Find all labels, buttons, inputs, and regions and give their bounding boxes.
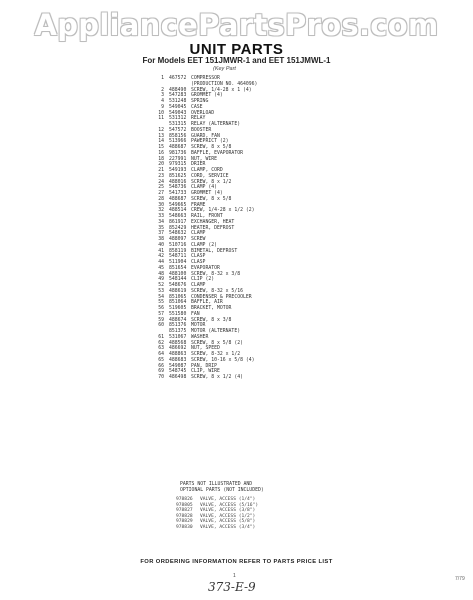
part-number: 488097 bbox=[169, 237, 187, 242]
part-description: SCREW, 8 x 5/8 bbox=[191, 196, 232, 202]
part-key: 52 bbox=[158, 283, 164, 288]
parts-list bbox=[150, 76, 380, 381]
part-description: SCREW, 8 x 3/8 bbox=[191, 317, 232, 323]
part-description: EXCHANGER, HEAT bbox=[191, 219, 235, 225]
part-description: MOTOR bbox=[191, 323, 206, 329]
part-key: 35 bbox=[158, 225, 164, 231]
models-subtitle: For Models EET 151JMWR-1 and EET 151JMWL-1 bbox=[142, 56, 331, 65]
part-description: BAFFLE, EVAPORATOR bbox=[191, 150, 243, 156]
part-description: BAFFLE, AIR bbox=[191, 300, 223, 306]
part-description: CASE bbox=[191, 104, 203, 110]
part-description: RAIL, FRONT bbox=[191, 214, 223, 219]
part-number: 488016 bbox=[169, 179, 187, 185]
part-number: 549193 bbox=[169, 168, 187, 173]
part-number: 548711 bbox=[169, 254, 187, 260]
part-key: 65 bbox=[158, 357, 164, 363]
part-description: CLAMP bbox=[191, 231, 206, 237]
valves-list bbox=[176, 497, 258, 531]
part-key: 41 bbox=[158, 248, 164, 254]
part-description: VALVE, ACCESS (5/16") bbox=[200, 502, 259, 508]
part-number: 548676 bbox=[169, 283, 187, 288]
ordering-footer: FOR ORDERING INFORMATION REFER TO PARTS PRICE LIST bbox=[140, 559, 333, 565]
part-description: COMPRESSOR bbox=[191, 76, 220, 81]
part-number: 227991 bbox=[169, 156, 187, 162]
part-number: 531067 bbox=[169, 334, 187, 340]
part-description: CLAMP (2) bbox=[191, 242, 217, 248]
part-description: CLAMP (4) bbox=[191, 185, 217, 191]
part-number: 488100 bbox=[169, 271, 187, 277]
part-number: 488687 bbox=[169, 145, 187, 150]
part-description: CONDENSER & PRECOOLER bbox=[191, 294, 252, 300]
part-description: SPRING bbox=[191, 99, 209, 104]
part-number: 978827 bbox=[176, 508, 193, 514]
part-description: RELAY (ALTERNATE) bbox=[191, 122, 241, 127]
part-number: 531312 bbox=[169, 116, 187, 122]
part-key: 49 bbox=[158, 277, 164, 283]
part-number: 851625 bbox=[169, 173, 187, 179]
part-number: 979315 bbox=[169, 162, 187, 168]
part-description: SCREW, 8-32 x 1/2 bbox=[191, 352, 241, 357]
part-key: 61 bbox=[158, 334, 164, 340]
part-key: 24 bbox=[158, 179, 164, 185]
part-key: 53 bbox=[158, 288, 164, 294]
part-description: EVAPORATOR bbox=[191, 265, 220, 271]
part-number: 549043 bbox=[169, 110, 187, 116]
part-key: 27 bbox=[158, 191, 164, 196]
part-key: 42 bbox=[158, 254, 164, 260]
part-number: 548663 bbox=[169, 214, 187, 219]
part-number: 851064 bbox=[169, 300, 187, 306]
part-key: 21 bbox=[158, 168, 164, 173]
part-description: SCREW, 8 x 1/2 (4) bbox=[191, 375, 243, 380]
watermark: AppliancePartsPros.com bbox=[34, 8, 439, 42]
part-number: 858119 bbox=[169, 248, 187, 254]
part-number: 531315 bbox=[169, 122, 187, 127]
part-number: 851376 bbox=[169, 323, 187, 329]
part-description: CLAMP bbox=[191, 283, 206, 288]
page-number: 1 bbox=[233, 573, 236, 579]
part-description: FAN bbox=[191, 311, 200, 317]
part-number: 978805 bbox=[176, 502, 193, 508]
part-key: 56 bbox=[158, 306, 164, 311]
part-number: 488490 bbox=[169, 87, 187, 93]
part-number: 852429 bbox=[169, 225, 187, 231]
part-description: SCREW, 8 x 5/8 bbox=[191, 145, 232, 150]
part-number: 978829 bbox=[176, 519, 193, 525]
part-number: 549045 bbox=[169, 104, 187, 110]
part-description: FRAME bbox=[191, 202, 206, 208]
part-number: 531248 bbox=[169, 99, 187, 104]
part-description: GUARD, FAN bbox=[191, 133, 220, 139]
note-line: OPTIONAL PARTS (NOT INCLUDED) bbox=[180, 487, 264, 493]
part-key: 16 bbox=[158, 150, 164, 156]
part-description: VALVE, ACCESS (1/4") bbox=[200, 497, 256, 502]
part-number: 548736 bbox=[169, 185, 187, 191]
part-number: 488514 bbox=[169, 208, 187, 214]
page-title: UNIT PARTS bbox=[189, 41, 284, 58]
part-number: 513966 bbox=[169, 139, 187, 145]
part-number: 511904 bbox=[169, 260, 187, 265]
parts-row bbox=[176, 525, 258, 531]
part-number: 488863 bbox=[169, 352, 187, 357]
part-key: 11 bbox=[158, 116, 164, 122]
part-description: WASHER bbox=[191, 334, 209, 340]
part-key: 15 bbox=[158, 145, 164, 150]
part-key: 34 bbox=[158, 219, 164, 225]
part-key: 55 bbox=[158, 300, 164, 306]
part-number: 978830 bbox=[176, 524, 193, 530]
part-number: 486498 bbox=[169, 375, 187, 380]
part-number: 858156 bbox=[169, 133, 187, 139]
part-number: 549665 bbox=[169, 202, 187, 208]
part-number: 861917 bbox=[169, 219, 187, 225]
part-description: GROMMET (4) bbox=[191, 93, 223, 99]
part-number: 488674 bbox=[169, 317, 187, 323]
part-key: 66 bbox=[158, 363, 164, 369]
part-description: CLASP bbox=[191, 254, 206, 260]
part-key: 69 bbox=[158, 369, 164, 375]
part-key: 10 bbox=[158, 110, 164, 116]
part-description: CLIP (2) bbox=[191, 277, 215, 283]
part-description: BRACKET, MOTOR bbox=[191, 306, 232, 311]
part-key: 20 bbox=[158, 162, 164, 168]
part-number: 467572 bbox=[169, 76, 187, 81]
part-description: VALVE, ACCESS (3/8") bbox=[200, 508, 256, 514]
part-key: 40 bbox=[158, 242, 164, 248]
part-description: PAWEPRICT (2) bbox=[191, 139, 229, 145]
parts-row bbox=[150, 375, 380, 381]
part-key: 1 bbox=[161, 76, 164, 81]
part-key: 70 bbox=[158, 375, 164, 380]
part-description: CLAMP, CORD bbox=[191, 168, 223, 173]
part-key: 37 bbox=[158, 231, 164, 237]
part-description: CLIP, WIRE bbox=[191, 369, 220, 375]
part-number: 851375 bbox=[169, 329, 187, 334]
part-number: 488619 bbox=[169, 288, 187, 294]
part-key: 38 bbox=[158, 237, 164, 242]
part-description: VALVE, ACCESS (1/2") bbox=[200, 513, 256, 519]
part-description: RELAY bbox=[191, 116, 206, 122]
part-key: 13 bbox=[158, 133, 164, 139]
part-number: 488568 bbox=[169, 340, 187, 346]
column-key-label: (Key Part bbox=[213, 66, 236, 72]
part-key: 48 bbox=[158, 271, 164, 277]
note-line: PARTS NOT ILLUSTRATED AND bbox=[180, 482, 253, 487]
part-number: 548632 bbox=[169, 231, 187, 237]
part-number: 551580 bbox=[169, 311, 187, 317]
part-key: 3 bbox=[161, 93, 164, 99]
part-key: 23 bbox=[158, 173, 164, 179]
part-description: CORD, SERVICE bbox=[191, 173, 229, 179]
part-number: 851065 bbox=[169, 294, 187, 300]
corner-mark: 7/79 bbox=[455, 576, 465, 582]
part-key: 62 bbox=[158, 340, 164, 346]
part-number: 541733 bbox=[169, 191, 187, 196]
part-description: BOOSTER bbox=[191, 127, 212, 133]
part-number: 547572 bbox=[169, 127, 187, 133]
part-description: NUT, SPEED bbox=[191, 346, 220, 352]
part-description: OVERLOAD bbox=[191, 110, 215, 116]
part-key: 64 bbox=[158, 352, 164, 357]
part-description: NUT, WIRE bbox=[191, 156, 217, 162]
part-key: 4 bbox=[161, 99, 164, 104]
part-description: SCREW, 8-32 x 3/8 bbox=[191, 271, 241, 277]
part-description: SCREW, 8 x 1/2 bbox=[191, 179, 232, 185]
part-key: 28 bbox=[158, 196, 164, 202]
part-description: MOTOR (ALTERNATE) bbox=[191, 329, 241, 334]
part-key: 14 bbox=[158, 139, 164, 145]
part-description: (PRODUCTION NO. 464096) bbox=[191, 81, 258, 87]
part-description: SCREW, 10-16 x 5/8 (4) bbox=[191, 357, 255, 363]
part-key: 60 bbox=[158, 323, 164, 329]
part-number: 978826 bbox=[176, 497, 193, 502]
part-description: CREW, 1/4-28 x 1/2 (2) bbox=[191, 208, 255, 214]
part-number: 549087 bbox=[169, 363, 187, 369]
part-number: 548144 bbox=[169, 277, 187, 283]
part-number: 519605 bbox=[169, 306, 187, 311]
part-key: 44 bbox=[158, 260, 164, 265]
part-number: 510716 bbox=[169, 242, 187, 248]
part-key: 25 bbox=[158, 185, 164, 191]
part-description: GROMMET (4) bbox=[191, 191, 223, 196]
part-description: VALVE, ACCESS (3/4") bbox=[200, 524, 256, 530]
part-number: 547283 bbox=[169, 93, 187, 99]
handwritten-note: 373-E-9 bbox=[208, 580, 256, 594]
part-number: 851654 bbox=[169, 265, 187, 271]
part-key: 45 bbox=[158, 265, 164, 271]
part-key: 18 bbox=[158, 156, 164, 162]
part-description: BIMETAL, DEFROST bbox=[191, 248, 238, 254]
part-key: 33 bbox=[158, 214, 164, 219]
part-key: 59 bbox=[158, 317, 164, 323]
part-description: SCREW bbox=[191, 237, 206, 242]
part-description: DRIER bbox=[191, 162, 206, 168]
part-key: 2 bbox=[161, 87, 164, 93]
part-key: 32 bbox=[158, 208, 164, 214]
part-number: 488687 bbox=[169, 196, 187, 202]
part-description: HEATER, DEFROST bbox=[191, 225, 235, 231]
part-number: 978828 bbox=[176, 513, 193, 519]
part-description: PAN, DRIP bbox=[191, 363, 217, 369]
part-description: SCREW, 8 x 5/8 (2) bbox=[191, 340, 243, 346]
part-key: 63 bbox=[158, 346, 164, 352]
part-number: 486692 bbox=[169, 346, 187, 352]
part-number: 981736 bbox=[169, 150, 187, 156]
part-description: SCREW, 1/4-28 x 1 (4) bbox=[191, 87, 252, 93]
part-key: 54 bbox=[158, 294, 164, 300]
part-number: 488683 bbox=[169, 357, 187, 363]
part-number: 548745 bbox=[169, 369, 187, 375]
part-description: VALVE, ACCESS (5/8") bbox=[200, 519, 256, 525]
part-key: 57 bbox=[158, 311, 164, 317]
part-key: 12 bbox=[158, 127, 164, 133]
part-key: 30 bbox=[158, 202, 164, 208]
part-key: 9 bbox=[161, 104, 164, 110]
part-description: CLASP bbox=[191, 260, 206, 265]
part-description: SCREW, 8-32 x 5/16 bbox=[191, 288, 243, 294]
notes-block bbox=[180, 482, 264, 493]
